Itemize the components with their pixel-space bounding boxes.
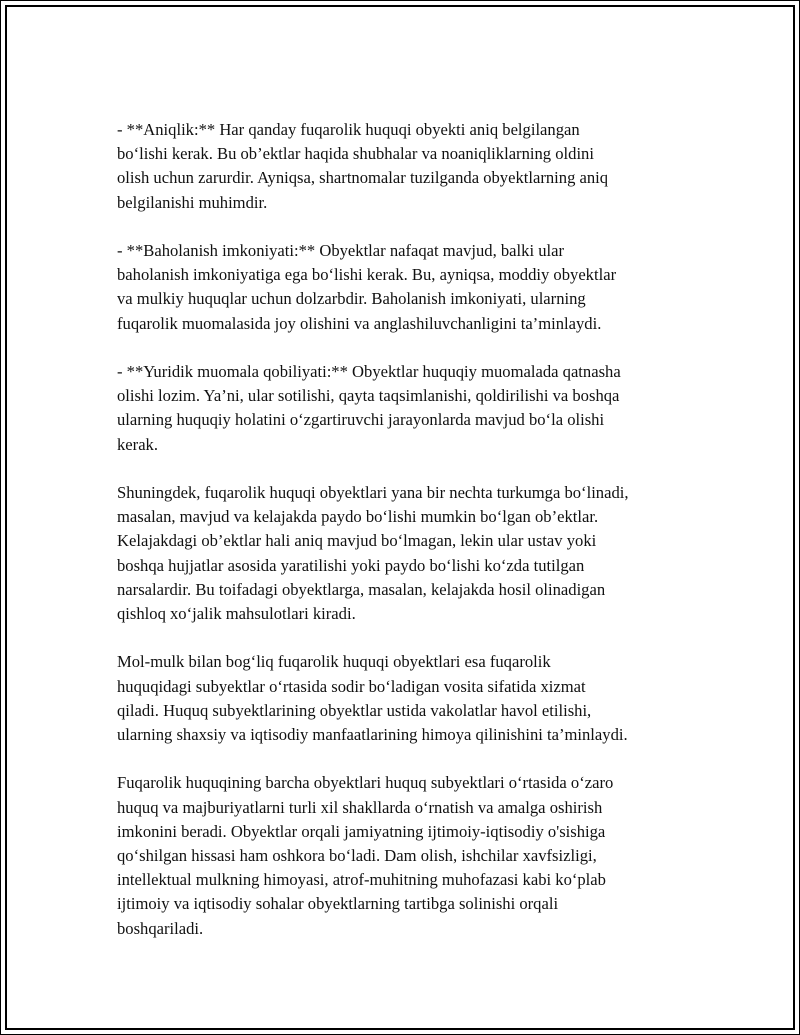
paragraph-yuridik-muomala: - **Yuridik muomala qobiliyati:** Obyektlar huquqiy muomalada qatnasha olishi lozim. Ya’ni, ular sotilishi, qayta taqsimlanishi, qoldirilishi va boshqa ularning huquqiy holatini o‘zgartiruvchi jarayonlarda mavjud bo‘la olishi kerak. [117, 362, 621, 454]
document-body [117, 118, 697, 941]
paragraph-baholanish-imkoniyati: - **Baholanish imkoniyati:** Obyektlar nafaqat mavjud, balki ular baholanish imkoniyatiga ega bo‘lishi kerak. Bu, ayniqsa, moddiy obyektlar va mulkiy huquqlar uchun dolzarbdir. Baholanish imkoniyati, ularning fuqarolik muomalasida joy olishini va anglashiluvchanligini ta’minlaydi. [117, 241, 617, 333]
paragraph-aniqlik: - **Aniqlik:** Har qanday fuqarolik huquqi obyekti aniq belgilangan bo‘lishi kerak. Bu ob’ektlar haqida shubhalar va noaniqliklarning oldini olish uchun zarurdir. Ayniqsa, shartnomalar tuzilganda obyektlarning aniq belgilanishi muhimdir. [117, 120, 609, 212]
paragraph-mol-mulk: Mol-mulk bilan bog‘liq fuqarolik huquqi obyektlari esa fuqarolik huquqidagi subyektlar o‘rtasida sodir bo‘ladigan vosita sifatida xizmat qiladi. Huquq subyektlarining obyektlar ustida vakolatlar havol etilishi, ularning shaxsiy va iqtisodiy manfaatlarining himoya qilinishini ta’minlaydi. [117, 652, 628, 745]
paragraph-turkumlar: Shuningdek, fuqarolik huquqi obyektlari yana bir nechta turkumga bo‘linadi, masalan, mavjud va kelajakda paydo bo‘lishi mumkin bo‘lgan ob’ektlar. Kelajakdagi ob’ektlar hali aniq mavjud bo‘lmagan, lekin ular ustav yoki boshqa hujjatlar asosida yaratilishi yoki paydo bo‘lishi ko‘zda tutilgan narsalardir. Bu toifadagi obyektlarga, masalan, kelajakda hosil olinadigan qishloq xo‘jalik mahsulotlari kiradi. [117, 483, 629, 624]
paragraph-barcha-obyektlar: Fuqarolik huquqining barcha obyektlari huquq subyektlari o‘rtasida o‘zaro huquq va majburiyatlarni turli xil shakllarda o‘rnatish va amalga oshirish imkonini beradi. Obyektlar orqali jamiyatning ijtimoiy-iqtisodiy o'sishiga qo‘shilgan hissasi ham oshkora bo‘ladi. Dam olish, ishchilar xavfsizligi, intellektual mulkning himoyasi, atrof-muhitning muhofazasi kabi ko‘plab ijtimoiy va iqtisodiy sohalar obyektlarning tartibga solinishi orqali boshqariladi. [117, 773, 614, 938]
